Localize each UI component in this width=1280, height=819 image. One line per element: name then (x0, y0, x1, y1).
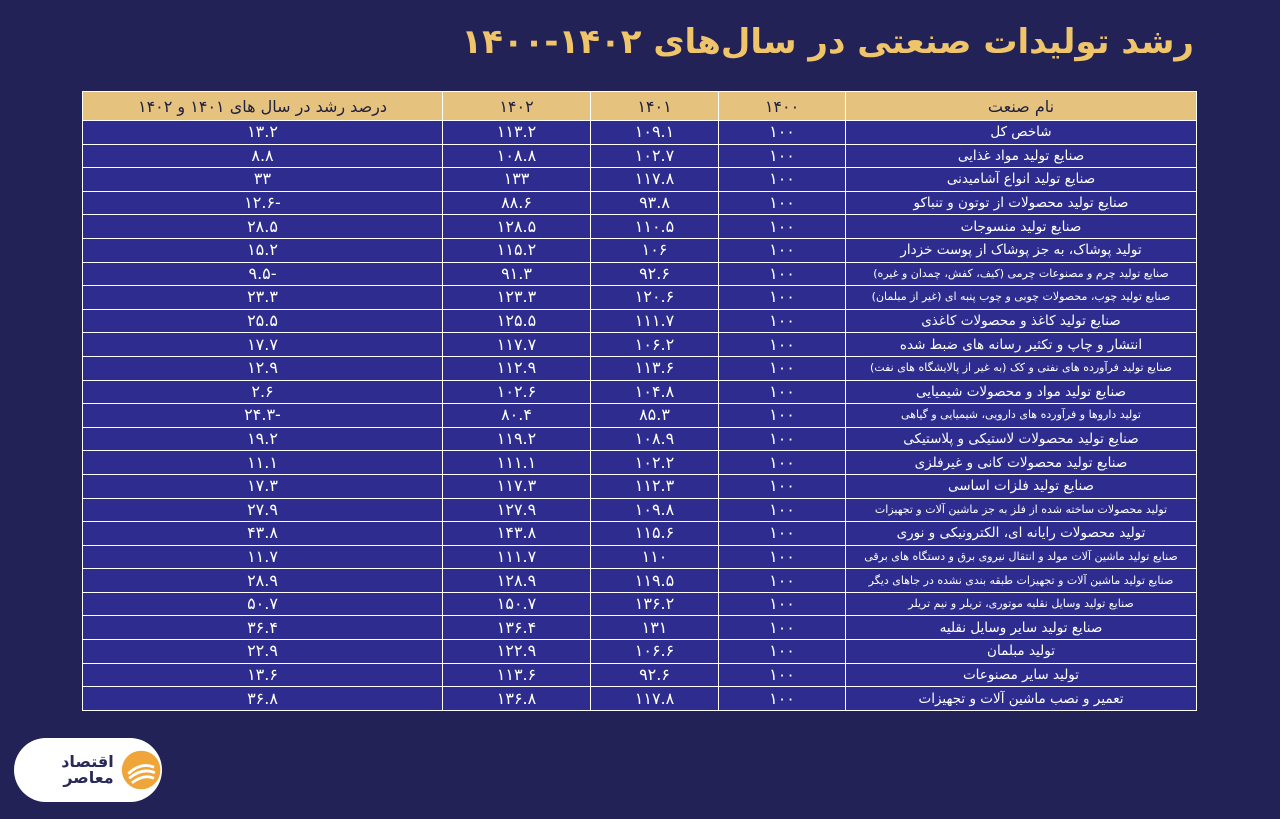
cell-growth-percent: -۱۲.۶ (83, 191, 443, 215)
header-1400: ۱۴۰۰ (719, 92, 846, 121)
cell-1402: ۱۲۸.۹ (443, 569, 591, 593)
cell-growth-percent: ۳۶.۴ (83, 616, 443, 640)
cell-1401: ۱۱۲.۳ (591, 474, 719, 498)
table-row (83, 663, 1197, 687)
cell-industry-name: صنایع تولید انواع آشامیدنی (846, 168, 1197, 192)
header-1402: ۱۴۰۲ (443, 92, 591, 121)
cell-industry-name: صنایع تولید مواد و محصولات شیمیایی (846, 380, 1197, 404)
cell-1402: ۱۲۵.۵ (443, 309, 591, 333)
cell-industry-name: صنایع تولید سایر وسایل نقلیه (846, 616, 1197, 640)
cell-industry-name: شاخص کل (846, 121, 1197, 145)
table-row (83, 474, 1197, 498)
table-body (83, 121, 1197, 711)
cell-1400: ۱۰۰ (719, 121, 846, 145)
cell-1401: ۱۰۸.۹ (591, 427, 719, 451)
cell-1400: ۱۰۰ (719, 427, 846, 451)
cell-industry-name: صنایع تولید فلزات اساسی (846, 474, 1197, 498)
table-row (83, 427, 1197, 451)
logo-text: اقتصاد معاصر (61, 752, 114, 787)
cell-1402: ۱۱۵.۲ (443, 238, 591, 262)
cell-growth-percent: ۱۲.۹ (83, 356, 443, 380)
cell-1402: ۱۲۳.۳ (443, 286, 591, 310)
cell-industry-name: صنایع تولید وسایل نقلیه موتوری، تریلر و نیم تریلر (846, 592, 1197, 616)
table-row (83, 309, 1197, 333)
cell-1400: ۱۰۰ (719, 356, 846, 380)
cell-1401: ۱۱۹.۵ (591, 569, 719, 593)
cell-growth-percent: ۱۳.۲ (83, 121, 443, 145)
cell-1401: ۱۱۱.۷ (591, 309, 719, 333)
cell-1402: ۱۱۷.۷ (443, 333, 591, 357)
cell-1401: ۱۰۶.۶ (591, 640, 719, 664)
table-row (83, 215, 1197, 239)
table-row (83, 356, 1197, 380)
table-row (83, 640, 1197, 664)
cell-1400: ۱۰۰ (719, 238, 846, 262)
cell-growth-percent: ۱۷.۷ (83, 333, 443, 357)
cell-growth-percent: ۳۶.۸ (83, 687, 443, 711)
logo-mark-icon (120, 747, 162, 793)
cell-1400: ۱۰۰ (719, 663, 846, 687)
cell-industry-name: صنایع تولید ماشین آلات مولد و انتقال نیروی برق و دستگاه های برقی (846, 545, 1197, 569)
cell-1402: ۱۲۸.۵ (443, 215, 591, 239)
cell-1400: ۱۰۰ (719, 474, 846, 498)
cell-1400: ۱۰۰ (719, 687, 846, 711)
cell-growth-percent: -۹.۵ (83, 262, 443, 286)
header-industry-name: نام صنعت (846, 92, 1197, 121)
cell-1402: ۹۱.۳ (443, 262, 591, 286)
cell-1401: ۱۰۹.۸ (591, 498, 719, 522)
table-row (83, 286, 1197, 310)
cell-1402: ۱۲۲.۹ (443, 640, 591, 664)
cell-industry-name: انتشار و چاپ و تکثیر رسانه های ضبط شده (846, 333, 1197, 357)
cell-industry-name: صنایع تولید ماشین آلات و تجهیزات طبقه بندی نشده در جاهای دیگر (846, 569, 1197, 593)
table-row (83, 191, 1197, 215)
cell-1401: ۸۵.۳ (591, 404, 719, 428)
cell-1400: ۱۰۰ (719, 262, 846, 286)
cell-growth-percent: ۲۸.۹ (83, 569, 443, 593)
cell-growth-percent: ۲۷.۹ (83, 498, 443, 522)
cell-growth-percent: ۲۵.۵ (83, 309, 443, 333)
cell-1400: ۱۰۰ (719, 144, 846, 168)
cell-industry-name: صنایع تولید محصولات از توتون و تنباکو (846, 191, 1197, 215)
cell-1400: ۱۰۰ (719, 522, 846, 546)
cell-growth-percent: ۱۵.۲ (83, 238, 443, 262)
cell-1401: ۱۰۶ (591, 238, 719, 262)
cell-1401: ۱۱۷.۸ (591, 687, 719, 711)
cell-industry-name: تولید محصولات ساخته شده از فلز به جز ماشین آلات و تجهیزات (846, 498, 1197, 522)
table-row (83, 616, 1197, 640)
cell-1402: ۱۱۳.۶ (443, 663, 591, 687)
cell-growth-percent: ۱۱.۷ (83, 545, 443, 569)
cell-industry-name: صنایع تولید چرم و مصنوعات چرمی (کیف، کفش، چمدان و غیره) (846, 262, 1197, 286)
cell-1400: ۱۰۰ (719, 451, 846, 475)
cell-growth-percent: ۱۳.۶ (83, 663, 443, 687)
table-row (83, 168, 1197, 192)
cell-1400: ۱۰۰ (719, 640, 846, 664)
cell-1402: ۱۱۱.۱ (443, 451, 591, 475)
cell-1401: ۱۳۱ (591, 616, 719, 640)
cell-1401: ۱۰۹.۱ (591, 121, 719, 145)
table-row (83, 545, 1197, 569)
cell-1402: ۱۱۱.۷ (443, 545, 591, 569)
cell-1400: ۱۰۰ (719, 592, 846, 616)
table-row (83, 498, 1197, 522)
cell-1400: ۱۰۰ (719, 616, 846, 640)
cell-1402: ۱۱۷.۳ (443, 474, 591, 498)
cell-growth-percent: ۸.۸ (83, 144, 443, 168)
cell-1402: ۱۵۰.۷ (443, 592, 591, 616)
cell-1401: ۱۱۰ (591, 545, 719, 569)
cell-industry-name: تولید پوشاک، به جز پوشاک از پوست خزدار (846, 238, 1197, 262)
cell-industry-name: صنایع تولید فرآورده های نفتی و کک (به غیر از پالایشگاه های نفت) (846, 356, 1197, 380)
table-row (83, 451, 1197, 475)
cell-industry-name: صنایع تولید محصولات لاستیکی و پلاستیکی (846, 427, 1197, 451)
header-1401: ۱۴۰۱ (591, 92, 719, 121)
cell-1402: ۱۱۳.۲ (443, 121, 591, 145)
cell-1402: ۱۱۲.۹ (443, 356, 591, 380)
cell-1401: ۱۳۶.۲ (591, 592, 719, 616)
cell-1401: ۱۰۲.۷ (591, 144, 719, 168)
cell-1401: ۹۲.۶ (591, 262, 719, 286)
table-row (83, 333, 1197, 357)
cell-growth-percent: ۲۲.۹ (83, 640, 443, 664)
table-row (83, 404, 1197, 428)
cell-industry-name: تولید محصولات رایانه ای، الکترونیکی و نوری (846, 522, 1197, 546)
cell-growth-percent: ۳۳ (83, 168, 443, 192)
cell-industry-name: صنایع تولید منسوجات (846, 215, 1197, 239)
cell-1401: ۹۲.۶ (591, 663, 719, 687)
table-row (83, 380, 1197, 404)
table-row (83, 262, 1197, 286)
cell-growth-percent: -۲۴.۳ (83, 404, 443, 428)
cell-1401: ۱۱۷.۸ (591, 168, 719, 192)
cell-industry-name: تولید مبلمان (846, 640, 1197, 664)
cell-growth-percent: ۵۰.۷ (83, 592, 443, 616)
cell-1402: ۱۲۷.۹ (443, 498, 591, 522)
table-row (83, 569, 1197, 593)
cell-1401: ۱۱۵.۶ (591, 522, 719, 546)
cell-1400: ۱۰۰ (719, 309, 846, 333)
cell-1400: ۱۰۰ (719, 333, 846, 357)
cell-1401: ۱۱۰.۵ (591, 215, 719, 239)
page-title: رشد تولیدات صنعتی در سال‌های ۱۴۰۲-۱۴۰۰ (461, 22, 1194, 62)
cell-1400: ۱۰۰ (719, 168, 846, 192)
cell-1401: ۱۱۳.۶ (591, 356, 719, 380)
industry-table (82, 91, 1197, 711)
cell-1402: ۱۰۸.۸ (443, 144, 591, 168)
cell-1402: ۱۰۲.۶ (443, 380, 591, 404)
cell-growth-percent: ۴۳.۸ (83, 522, 443, 546)
cell-industry-name: صنایع تولید کاغذ و محصولات کاغذی (846, 309, 1197, 333)
cell-industry-name: تولید سایر مصنوعات (846, 663, 1197, 687)
cell-growth-percent: ۱۹.۲ (83, 427, 443, 451)
cell-1400: ۱۰۰ (719, 215, 846, 239)
cell-1401: ۱۰۴.۸ (591, 380, 719, 404)
cell-growth-percent: ۲۸.۵ (83, 215, 443, 239)
cell-industry-name: صنایع تولید چوب، محصولات چوبی و چوب پنبه ای (غیر از مبلمان) (846, 286, 1197, 310)
table-row (83, 687, 1197, 711)
cell-1402: ۱۳۶.۴ (443, 616, 591, 640)
cell-1402: ۸۸.۶ (443, 191, 591, 215)
cell-1402: ۱۳۶.۸ (443, 687, 591, 711)
table-row (83, 121, 1197, 145)
cell-growth-percent: ۱۷.۳ (83, 474, 443, 498)
cell-industry-name: تولید داروها و فرآورده های دارویی، شیمیایی و گیاهی (846, 404, 1197, 428)
header-growth-percent: درصد رشد در سال های ۱۴۰۱ و ۱۴۰۲ (83, 92, 443, 121)
table-row (83, 592, 1197, 616)
table-row (83, 238, 1197, 262)
cell-1400: ۱۰۰ (719, 545, 846, 569)
brand-logo (14, 738, 162, 802)
cell-1400: ۱۰۰ (719, 380, 846, 404)
cell-1401: ۹۳.۸ (591, 191, 719, 215)
cell-1400: ۱۰۰ (719, 191, 846, 215)
cell-1400: ۱۰۰ (719, 286, 846, 310)
cell-1402: ۱۳۳ (443, 168, 591, 192)
cell-1402: ۸۰.۴ (443, 404, 591, 428)
cell-industry-name: صنایع تولید محصولات کانی و غیرفلزی (846, 451, 1197, 475)
table-row (83, 522, 1197, 546)
cell-1400: ۱۰۰ (719, 404, 846, 428)
cell-1401: ۱۰۶.۲ (591, 333, 719, 357)
cell-1401: ۱۰۲.۲ (591, 451, 719, 475)
table-header-row (83, 92, 1197, 121)
cell-industry-name: تعمیر و نصب ماشین آلات و تجهیزات (846, 687, 1197, 711)
cell-growth-percent: ۲.۶ (83, 380, 443, 404)
cell-1400: ۱۰۰ (719, 498, 846, 522)
cell-1400: ۱۰۰ (719, 569, 846, 593)
cell-growth-percent: ۲۳.۳ (83, 286, 443, 310)
cell-1401: ۱۲۰.۶ (591, 286, 719, 310)
table-row (83, 144, 1197, 168)
cell-1402: ۱۱۹.۲ (443, 427, 591, 451)
cell-industry-name: صنایع تولید مواد غذایی (846, 144, 1197, 168)
cell-growth-percent: ۱۱.۱ (83, 451, 443, 475)
cell-1402: ۱۴۳.۸ (443, 522, 591, 546)
